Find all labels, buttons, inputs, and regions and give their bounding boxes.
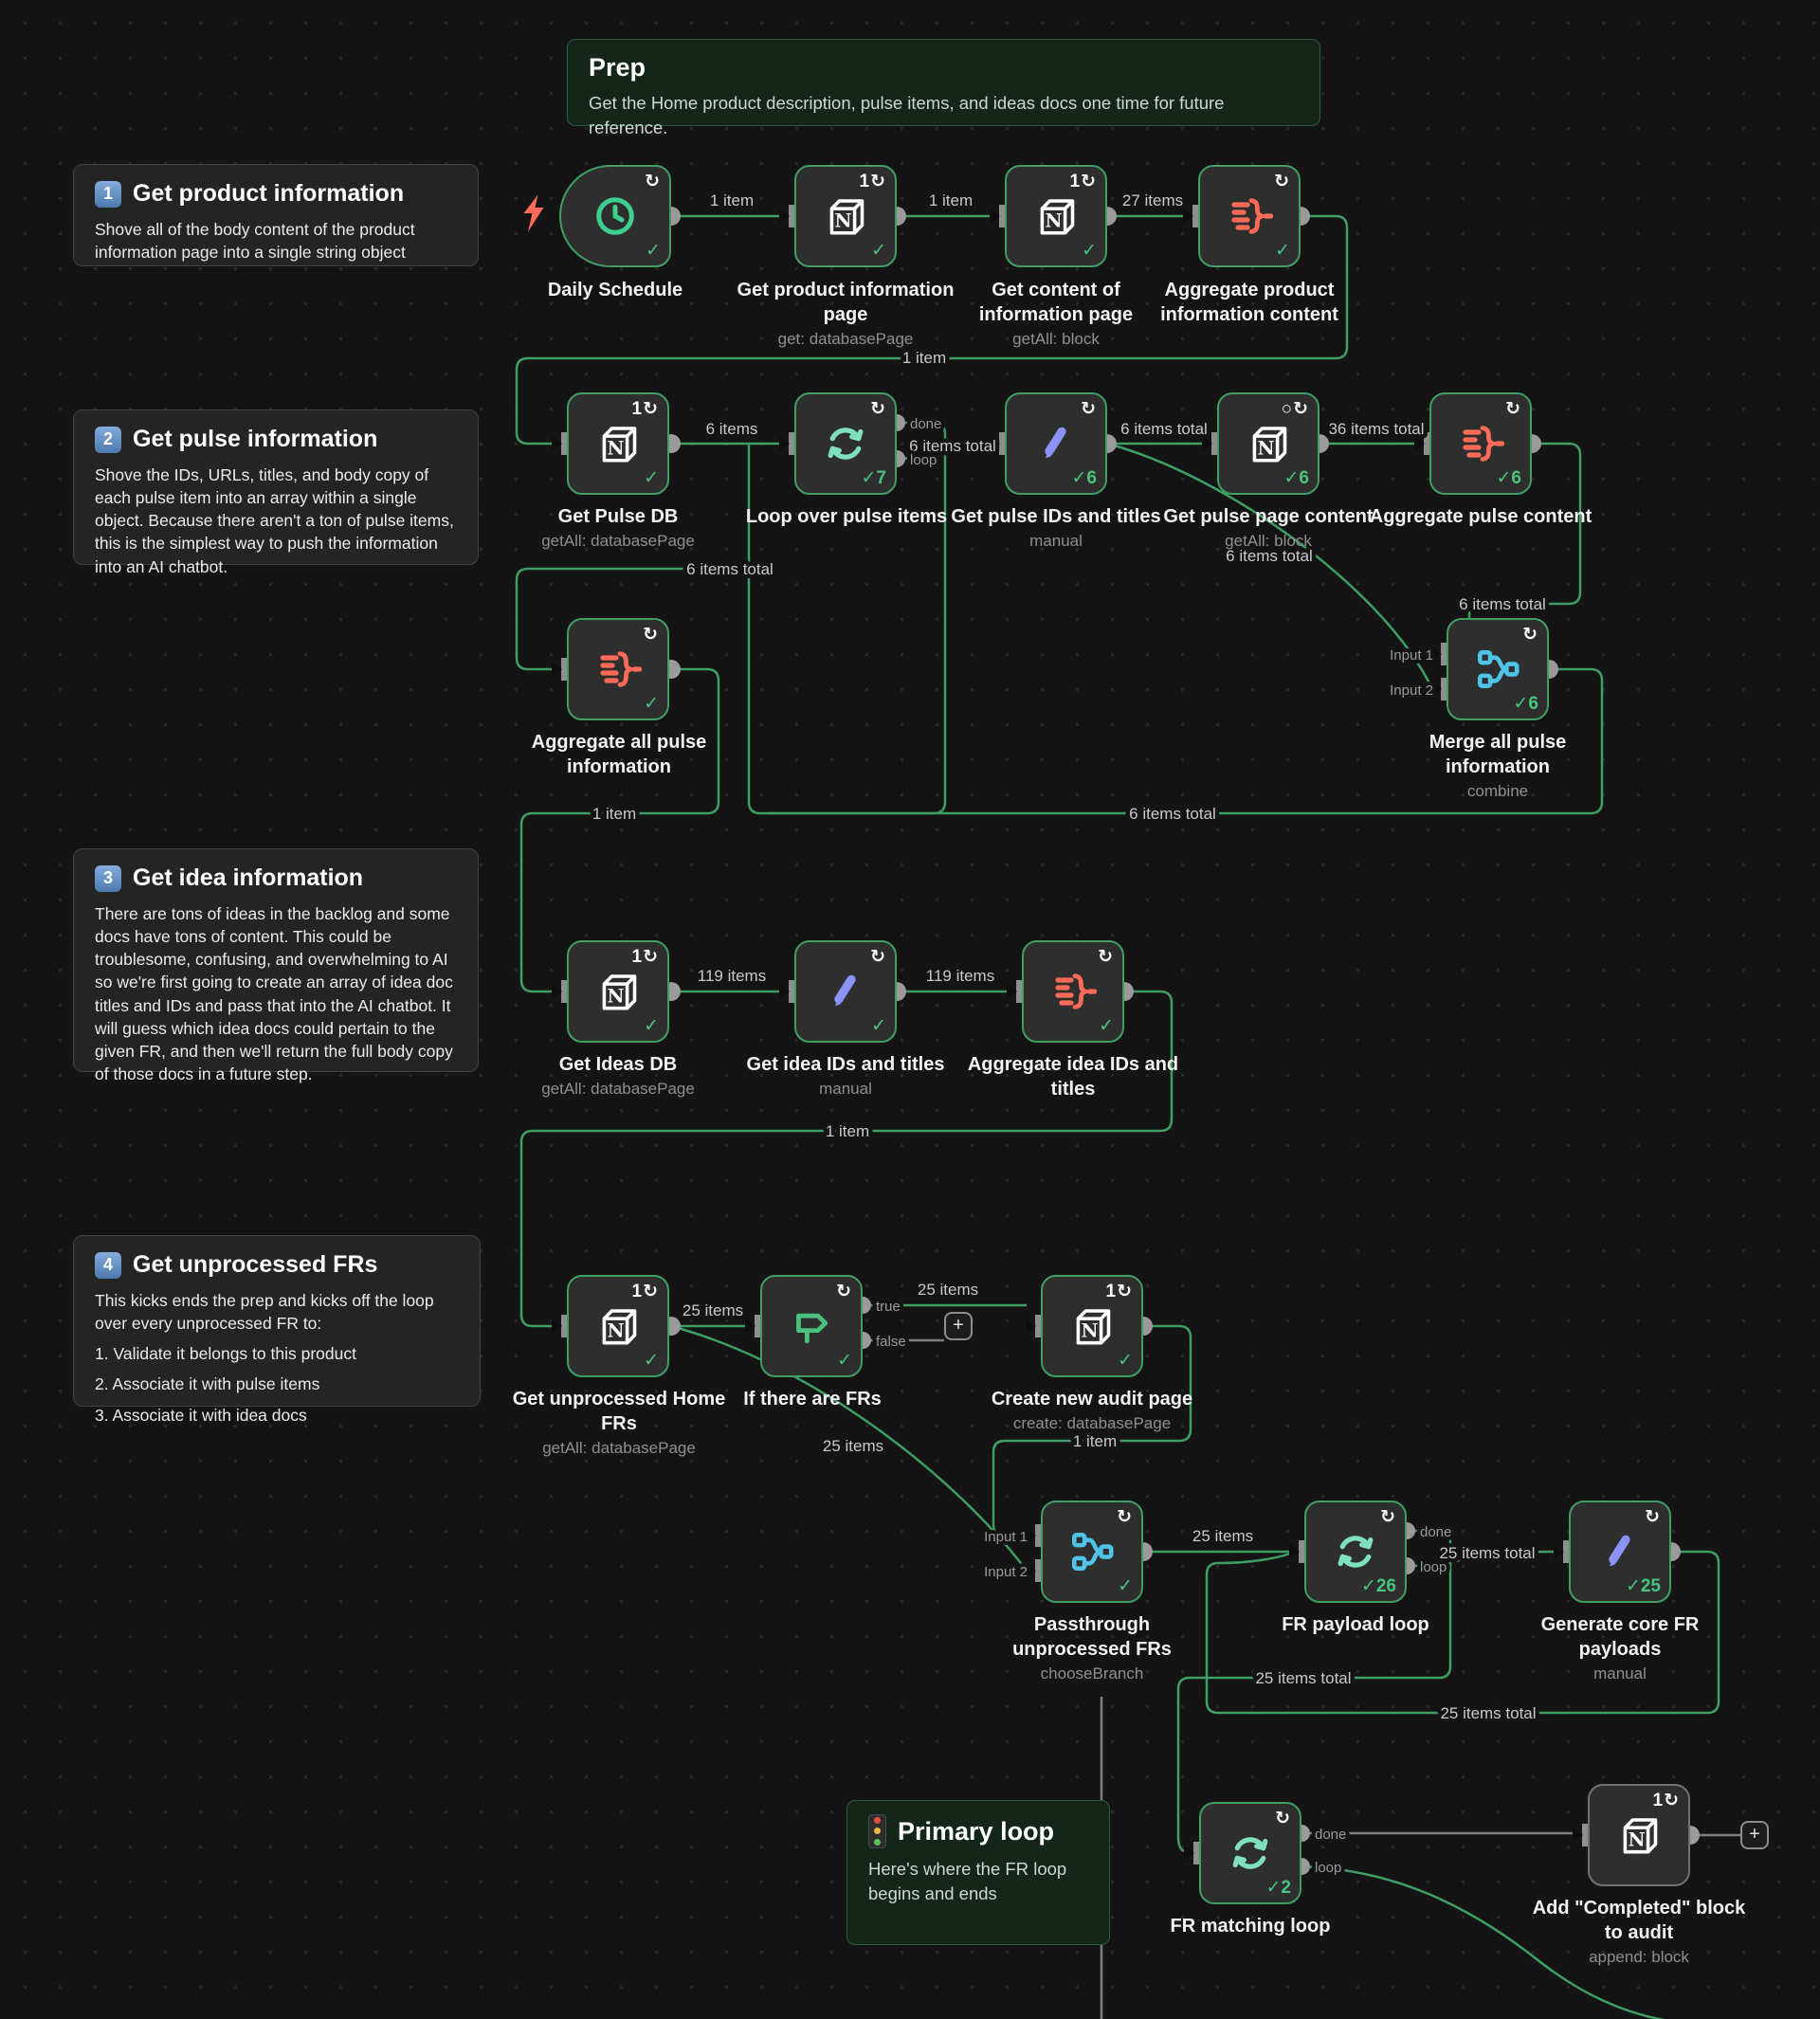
success-check-icon: ✓ — [1118, 1351, 1133, 1371]
pencil-icon — [822, 968, 869, 1015]
aggregate-icon — [1049, 968, 1097, 1015]
refresh-icon: ↻ — [643, 399, 659, 419]
refresh-icon: ↻ — [1645, 1507, 1661, 1527]
run-count: 7 — [876, 468, 886, 488]
note-2[interactable] — [73, 409, 479, 576]
notion-icon — [594, 968, 642, 1015]
port-label-input1: Input 1 — [984, 1529, 1028, 1545]
edge-label: 6 items total — [1226, 547, 1313, 565]
port-label-done: done — [1420, 1524, 1452, 1540]
note-primary-loop[interactable] — [846, 1800, 1110, 1945]
success-check-icon: ✓ — [1283, 468, 1300, 488]
edge-label: 25 items — [1192, 1527, 1254, 1545]
note-3-title: Get idea information — [133, 864, 364, 891]
note-3[interactable] — [73, 848, 479, 1083]
port-label-done: done — [1315, 1827, 1347, 1843]
node-title: Get pulse page content — [1163, 506, 1374, 527]
notion-icon — [1615, 1811, 1663, 1859]
note-1-title: Get product information — [133, 180, 405, 207]
aggregate-icon — [594, 646, 642, 693]
node-get-pulse-ids-and-titles[interactable] — [1005, 392, 1107, 495]
node-create-new-audit-page[interactable] — [1041, 1275, 1143, 1377]
traffic-light-icon — [868, 1814, 886, 1848]
aggregate-icon — [1457, 420, 1504, 467]
node-get-product-information-page[interactable] — [794, 165, 897, 267]
node-aggregate-pulse-content[interactable] — [1429, 392, 1532, 495]
run-count: 26 — [1375, 1576, 1396, 1596]
success-check-icon: ✓ — [1275, 241, 1290, 261]
refresh-icon: ↻ — [1380, 1507, 1396, 1527]
node-if-there-are-frs[interactable] — [760, 1275, 863, 1377]
add-node-button[interactable] — [1740, 1821, 1769, 1849]
refresh-icon: ↻ — [643, 947, 659, 967]
run-count: 25 — [1640, 1576, 1661, 1596]
loop-icon — [1227, 1829, 1274, 1877]
node-aggregate-product-information-content[interactable] — [1198, 165, 1301, 267]
success-check-icon: ✓ — [644, 694, 659, 714]
refresh-icon: ↻ — [1274, 172, 1290, 191]
notion-icon — [822, 192, 869, 240]
refresh-icon: ↻ — [1275, 1809, 1291, 1828]
plus-icon: + — [1749, 1824, 1760, 1845]
success-check-icon: ✓ — [644, 468, 659, 488]
badge-count: 1 — [631, 399, 644, 419]
port-label-input2: Input 2 — [984, 1564, 1028, 1580]
node-subtitle: create: databasePage — [1012, 1414, 1172, 1432]
node-title: Get Ideas DB — [558, 1054, 678, 1075]
merge-icon — [1068, 1528, 1116, 1575]
node-title: Get idea IDs and titles — [746, 1054, 945, 1075]
node-subtitle: append: block — [1589, 1948, 1689, 1966]
clock-icon — [592, 192, 639, 240]
success-check-icon: ✓ — [1513, 694, 1529, 714]
node-get-pulse-page-content[interactable] — [1217, 392, 1320, 495]
refresh-icon: ↻ — [870, 399, 886, 419]
node-fr-payload-loop[interactable] — [1304, 1501, 1407, 1603]
port-label-input1: Input 1 — [1390, 647, 1433, 664]
badge-count: 1 — [1069, 172, 1082, 191]
edge-label: 36 items total — [1328, 420, 1425, 438]
notion-icon — [594, 1302, 642, 1350]
signpost-icon — [788, 1302, 835, 1350]
refresh-icon: ↻ — [643, 625, 659, 645]
port-label-input2: Input 2 — [1390, 682, 1433, 699]
merge-icon — [1474, 646, 1521, 693]
aggregate-icon — [1226, 192, 1273, 240]
node-title: Daily Schedule — [547, 280, 683, 300]
note-2-body: Shove the IDs, URLs, titles, and body copy of each pulse item into an array within a single object. Because there aren't a ton of pulse items, this is the simplest way to push the information into an AI chatbot. — [95, 465, 454, 576]
refresh-icon: ↻ — [643, 1282, 659, 1301]
node-title: Add "Completed" block to audit — [1532, 1898, 1746, 1943]
node-aggregate-idea-ids-and-titles[interactable] — [1022, 940, 1124, 1043]
node-title: Get unprocessed Home FRs — [512, 1389, 726, 1434]
edge-label: 6 items total — [1459, 595, 1546, 613]
port-label-done: done — [910, 416, 942, 432]
keycap-4-icon: 4 — [95, 1252, 121, 1279]
port-label-true: true — [876, 1299, 901, 1315]
node-subtitle: getAll: databasePage — [541, 532, 695, 550]
node-add-completed-block-to-audit[interactable] — [1588, 1784, 1690, 1886]
node-title: FR matching loop — [1170, 1916, 1331, 1937]
node-generate-core-fr-payloads[interactable] — [1569, 1501, 1671, 1603]
node-merge-all-pulse-information[interactable] — [1447, 618, 1549, 720]
node-title: Passthrough unprocessed FRs — [1012, 1614, 1172, 1660]
notion-icon — [594, 420, 642, 467]
note-4[interactable] — [73, 1235, 481, 1425]
add-node-button[interactable] — [944, 1312, 973, 1340]
success-check-icon: ✓ — [1082, 241, 1097, 261]
edge-label: 6 items total — [909, 437, 996, 455]
edge-label: 1 item — [825, 1122, 870, 1140]
node-subtitle: combine — [1466, 782, 1529, 800]
success-check-icon: ✓ — [1496, 468, 1512, 488]
edge-label: 25 items — [682, 1301, 744, 1319]
refresh-icon: ↻ — [1293, 399, 1309, 419]
run-count: 6 — [1528, 694, 1538, 714]
edge-label: 1 item — [928, 191, 974, 209]
node-title: Create new audit page — [991, 1389, 1193, 1410]
refresh-icon: ↻ — [1117, 1282, 1133, 1301]
edge-label: 25 items total — [1255, 1669, 1352, 1687]
edge-label: 27 items — [1121, 191, 1184, 209]
success-check-icon: ✓ — [646, 241, 661, 261]
loop-icon — [822, 420, 869, 467]
success-check-icon: ✓ — [861, 468, 877, 488]
keycap-1-icon: 1 — [95, 181, 121, 208]
refresh-icon: ↻ — [870, 172, 886, 191]
note-primary-body: Here's where the FR loop begins and ends — [868, 1859, 1067, 1903]
refresh-icon: ↻ — [1098, 947, 1114, 967]
note-primary-title: Primary loop — [898, 1816, 1055, 1846]
success-check-icon: ✓ — [871, 1016, 886, 1036]
node-daily-schedule[interactable] — [559, 165, 671, 267]
pencil-icon — [1032, 420, 1080, 467]
keycap-3-icon: 3 — [95, 865, 121, 892]
node-title: Get content of information page — [978, 280, 1134, 325]
port-label-loop: loop — [1315, 1860, 1342, 1876]
notion-icon — [1032, 192, 1080, 240]
port-label-loop: loop — [1420, 1559, 1447, 1575]
node-title: FR payload loop — [1282, 1614, 1429, 1635]
note-1-body: Shove all of the body content of the product information page into a single string object — [95, 220, 415, 263]
node-title: Generate core FR payloads — [1540, 1614, 1700, 1660]
lightning-bolt-icon — [519, 193, 548, 233]
node-aggregate-all-pulse-information[interactable] — [567, 618, 669, 720]
node-title: Loop over pulse items — [745, 506, 948, 527]
success-check-icon: ✓ — [871, 241, 886, 261]
success-check-icon: ✓ — [1071, 468, 1087, 488]
node-subtitle: chooseBranch — [1040, 1664, 1144, 1682]
plus-icon: + — [953, 1315, 964, 1336]
notion-icon — [1245, 420, 1292, 467]
run-count: 6 — [1299, 468, 1309, 488]
badge-count: 1 — [631, 1282, 644, 1301]
edge-label: 1 item — [901, 349, 947, 367]
node-subtitle: getAll: block — [1012, 330, 1100, 348]
success-check-icon: ✓ — [1265, 1878, 1282, 1898]
note-prep-title: Prep — [589, 53, 646, 82]
success-check-icon: ✓ — [1625, 1576, 1641, 1596]
edge-label: 1 item — [1072, 1432, 1118, 1450]
badge-count: ○ — [1281, 399, 1294, 419]
note-1[interactable] — [73, 164, 479, 266]
refresh-icon: ↻ — [1081, 172, 1097, 191]
run-count: 2 — [1281, 1878, 1291, 1898]
loop-icon — [1332, 1528, 1379, 1575]
node-fr-matching-loop[interactable] — [1199, 1802, 1301, 1904]
edge-label: 25 items total — [1440, 1704, 1537, 1722]
node-subtitle: manual — [1029, 532, 1083, 550]
badge-count: 1 — [859, 172, 871, 191]
node-title: Aggregate all pulse information — [531, 732, 707, 777]
edge-label: 6 items total — [1120, 420, 1208, 438]
node-title: If there are FRs — [743, 1389, 882, 1410]
node-loop-over-pulse-items[interactable] — [794, 392, 897, 495]
refresh-icon: ↻ — [1664, 1791, 1680, 1810]
note-prep[interactable] — [567, 39, 1320, 137]
node-get-ideas-db[interactable] — [567, 940, 669, 1043]
node-get-unprocessed-home-frs[interactable] — [567, 1275, 669, 1377]
success-check-icon: ✓ — [1099, 1016, 1114, 1036]
node-subtitle: get: databasePage — [777, 330, 914, 348]
node-title: Get Pulse DB — [557, 506, 679, 527]
note-3-body: There are tons of ideas in the backlog and some docs have tons of content. This could be troublesome, confusing, and overwhelming to AI so we're first going to create an array of idea doc titles and IDs and pass that into the AI chatbot. It will guess which idea docs could pertain to the given FR, and then we'll return the full body copy of those docs in a future step. — [95, 904, 453, 1083]
edge-label: 1 item — [709, 191, 755, 209]
badge-count: 1 — [1652, 1791, 1665, 1810]
port-label-false: false — [876, 1334, 906, 1350]
run-count: 6 — [1511, 468, 1521, 488]
note-4-item: 1. Validate it belongs to this product — [95, 1344, 356, 1364]
node-title: Merge all pulse information — [1429, 732, 1567, 777]
success-check-icon: ✓ — [644, 1351, 659, 1371]
success-check-icon: ✓ — [644, 1016, 659, 1036]
node-subtitle: manual — [819, 1080, 872, 1098]
node-title: Get pulse IDs and titles — [951, 506, 1161, 527]
node-title: Aggregate product information content — [1160, 280, 1338, 325]
node-title: Get product information page — [737, 280, 955, 325]
success-check-icon: ✓ — [1360, 1576, 1376, 1596]
edge-label: 1 item — [592, 805, 637, 823]
edge-label: 25 items — [822, 1437, 884, 1455]
refresh-icon: ↻ — [836, 1282, 852, 1301]
edge-label: 25 items total — [1439, 1544, 1536, 1562]
node-passthrough-unprocessed-frs[interactable] — [1041, 1501, 1143, 1603]
edge-label: 6 items total — [1129, 805, 1216, 823]
badge-count: 1 — [631, 947, 644, 967]
node-subtitle: getAll: block — [1225, 532, 1312, 550]
node-get-content-of-information-page[interactable] — [1005, 165, 1107, 267]
edge-label: 6 items — [705, 420, 758, 438]
refresh-icon: ↻ — [645, 172, 661, 191]
edge-label: 25 items — [917, 1281, 979, 1299]
success-check-icon: ✓ — [1118, 1576, 1133, 1596]
port-label-loop: loop — [910, 452, 937, 468]
edges[interactable] — [517, 216, 1740, 2019]
node-subtitle: getAll: databasePage — [542, 1439, 696, 1457]
note-4-title: Get unprocessed FRs — [133, 1251, 378, 1278]
note-prep-body: Get the Home product description, pulse items, and ideas docs one time for future reference. — [589, 93, 1225, 137]
node-get-idea-ids-and-titles[interactable] — [794, 940, 897, 1043]
badge-count: 1 — [1105, 1282, 1118, 1301]
edge-label: 119 items — [925, 967, 995, 985]
refresh-icon: ↻ — [1081, 399, 1097, 419]
note-4-body: This kicks ends the prep and kicks off the loop over every unprocessed FR to: — [95, 1291, 434, 1334]
refresh-icon: ↻ — [870, 947, 886, 967]
node-subtitle: manual — [1593, 1664, 1647, 1682]
success-check-icon: ✓ — [837, 1351, 852, 1371]
edge-label: 119 items — [697, 967, 767, 985]
keycap-2-icon: 2 — [95, 427, 121, 453]
node-title: Aggregate idea IDs and titles — [967, 1054, 1179, 1100]
notion-icon — [1068, 1302, 1116, 1350]
node-get-pulse-db[interactable] — [567, 392, 669, 495]
node-title: Aggregate pulse content — [1369, 506, 1592, 527]
edge-label: 6 items total — [686, 560, 774, 578]
run-count: 6 — [1086, 468, 1097, 488]
refresh-icon: ↻ — [1117, 1507, 1133, 1527]
note-4-item: 3. Associate it with idea docs — [95, 1405, 307, 1425]
refresh-icon: ↻ — [1505, 399, 1521, 419]
pencil-icon — [1596, 1528, 1644, 1575]
node-subtitle: getAll: databasePage — [541, 1080, 695, 1098]
note-4-item: 2. Associate it with pulse items — [95, 1374, 320, 1394]
note-2-title: Get pulse information — [133, 426, 378, 452]
refresh-icon: ↻ — [1522, 625, 1538, 645]
